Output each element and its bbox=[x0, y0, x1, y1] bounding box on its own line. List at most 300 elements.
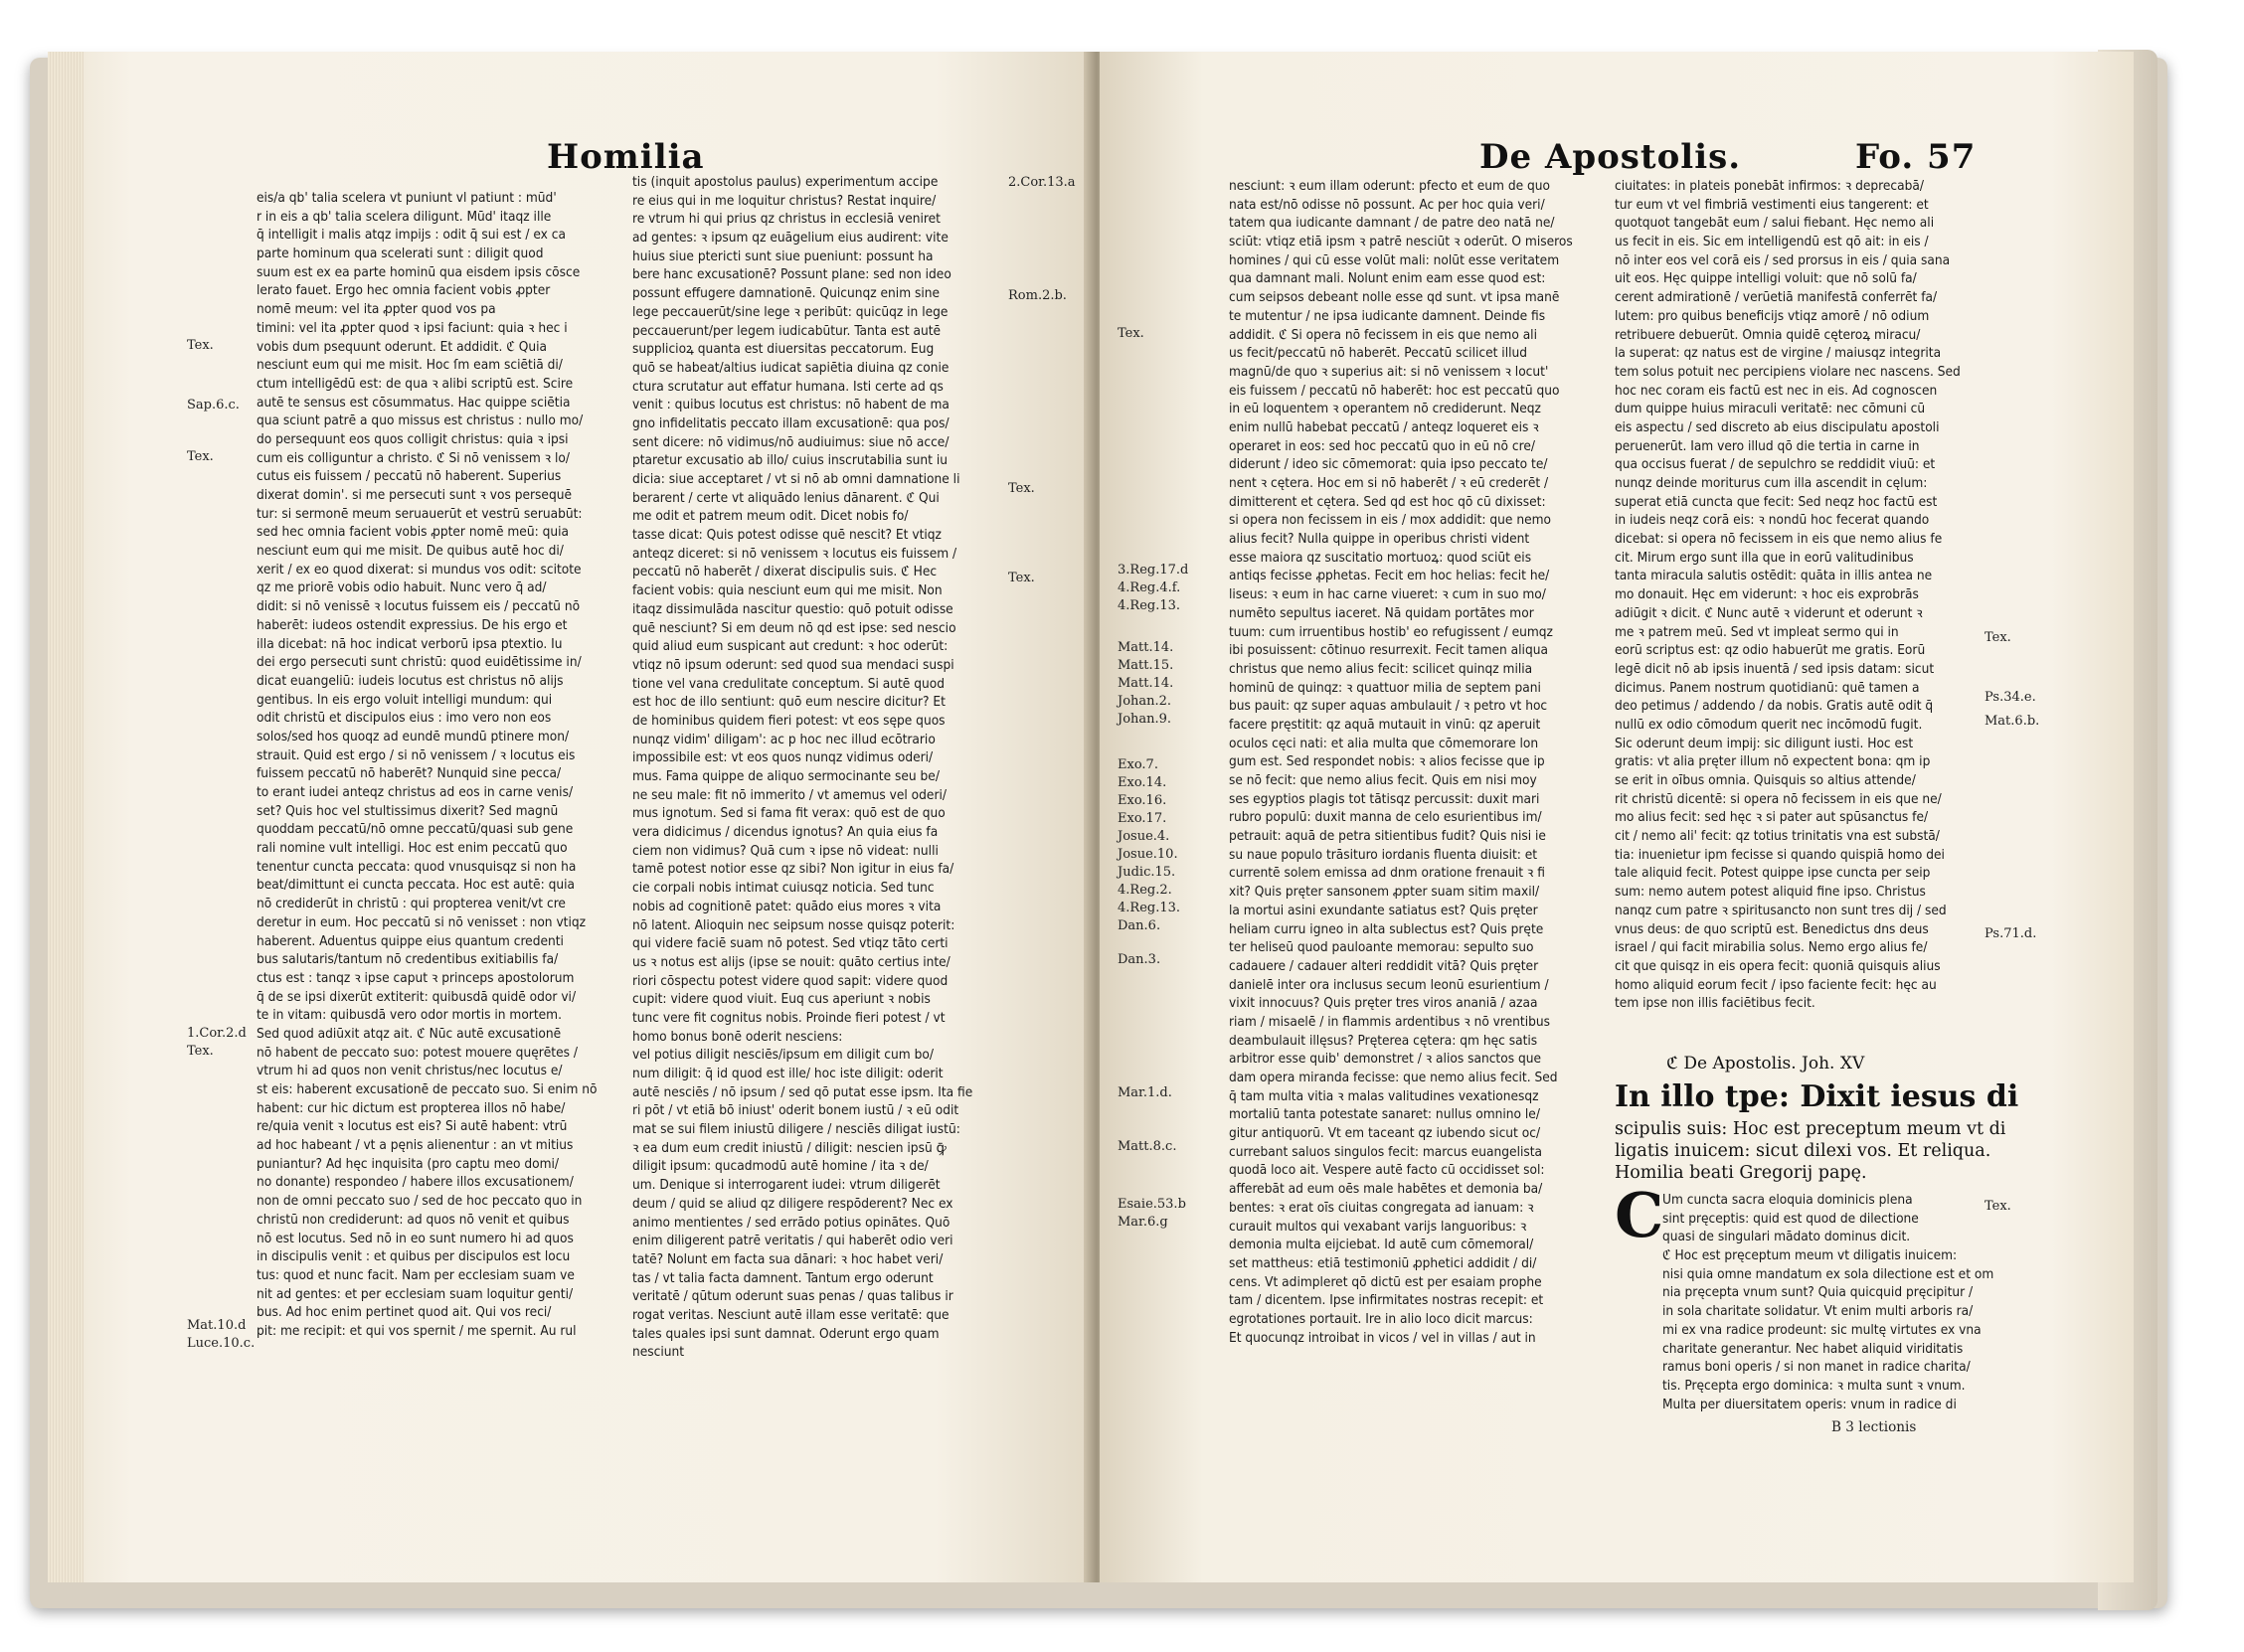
text-line: quasi de singulari mādato dominus dicit. bbox=[1662, 1229, 1911, 1245]
text-line: veritatē / qūtum oderunt suas penas / quas talibus ir bbox=[632, 1288, 953, 1305]
text-line: magnū/de quo ꝛ superius ait: si nō venissem ꝛ locut' bbox=[1229, 363, 1549, 380]
text-line: peccatū nō haberēt / dixerat discipulis suis. ℭ Hec bbox=[632, 564, 938, 580]
margin-note: 4.Reg.2. bbox=[1118, 883, 1172, 898]
margin-note: Tex. bbox=[187, 338, 214, 353]
text-line: nisi quia omne mandatum ex sola dilectione est et om bbox=[1662, 1265, 1994, 1282]
margin-note: Mat.6.b. bbox=[1985, 714, 2040, 729]
text-line: q̄ tam multa vitia ꝛ malas valitudines vexationesqz bbox=[1229, 1087, 1539, 1104]
text-line: alius fecit? Nulla quippe in operibus christi vident bbox=[1229, 531, 1530, 548]
text-line: nunqz deinde moriturus cum illa ascendit in cęlum: bbox=[1615, 475, 1928, 491]
text-line: nesciunt: ꝛ eum illam oderunt: pfecto et eum de quo bbox=[1229, 178, 1550, 194]
text-line: bere hanc excusationē? Possunt plane: sed non ideo bbox=[632, 266, 951, 283]
text-line: charitate generantur. Nec habet aliquid viriditatis bbox=[1662, 1340, 1964, 1357]
text-line: qua sciunt patrē a quo missus est christus : nullo mo/ bbox=[257, 413, 584, 429]
text-line: suum est ex ea parte hominū qua eisdem ipsis cōsce bbox=[257, 263, 581, 280]
text-line: ri pōt / vt etiā bō iniust' oderit bonem iustū / ꝛ eū odit bbox=[632, 1102, 959, 1119]
margin-note: 3.Reg.17.d bbox=[1118, 563, 1189, 578]
text-line: eis fuissem / peccatū nō haberēt: hoc est peccatū quo bbox=[1229, 382, 1560, 399]
text-line: nō est locutus. Sed nō in eo sunt numero hi ad quos bbox=[257, 1230, 574, 1246]
right-page bbox=[1100, 52, 2134, 1582]
margin-note: Luce.10.c. bbox=[187, 1336, 256, 1351]
text-line: cadauere / cadauer alteri reddidit vitā? Quis pręter bbox=[1229, 957, 1539, 974]
margin-note: Ps.71.d. bbox=[1985, 926, 2037, 941]
text-line: peccauerunt/per legem iudicabūtur. Tanta est autē bbox=[632, 322, 942, 339]
text-line: qui videre faciē suam nō potest. Sed vtiqz tāto certi bbox=[632, 935, 949, 952]
text-line: tatem qua iudicante damnant / de patre deo natā ne/ bbox=[1229, 215, 1555, 232]
text-line: venit : quibus locutus est christus: nō habent de ma bbox=[632, 397, 949, 413]
text-line: us fecit/peccatū nō haberēt. Peccatū scilicet illud bbox=[1229, 345, 1528, 362]
text-line: tales quales ipsi sunt damnat. Oderunt ergo quam bbox=[632, 1325, 940, 1342]
margin-note: Tex. bbox=[1985, 630, 2011, 645]
text-line: supplicioꝝ quanta est diuersitas peccatorum. Eug bbox=[632, 341, 935, 358]
text-line: do persequunt eos quos colligit christus: quia ꝛ ipsi bbox=[257, 430, 569, 447]
text-line: sent dicere: nō vidimus/nō audiuimus: siue nō acce/ bbox=[632, 433, 949, 450]
text-line: homo bonus bonē oderit nesciens: bbox=[632, 1028, 843, 1045]
text-line: in iudeis neqz corā eis: ꝛ nondū hoc fecerat quando bbox=[1615, 512, 1930, 529]
text-line: cum seipsos debeant nolle esse qd sunt. vt ipsa manē bbox=[1229, 289, 1560, 306]
margin-note: Tex. bbox=[1008, 571, 1035, 585]
text-line: haberent. Aduentus quippe eius quantum credenti bbox=[257, 932, 564, 949]
text-line: in sola charitate solidatur. Vt enim multi arboris ra/ bbox=[1662, 1303, 1974, 1320]
text-line: habent: cur hic dictum est propterea illos nō habe/ bbox=[257, 1099, 566, 1116]
margin-note: Exo.7. bbox=[1118, 757, 1158, 772]
text-line: vtiqz nō ipsum oderunt: sed quod sua mendaci suspi bbox=[632, 656, 954, 673]
margin-note: Mar.6.g bbox=[1118, 1215, 1168, 1230]
text-line: diligit ipsum: qucadmodū autē homine / ita ꝛ de/ bbox=[632, 1158, 929, 1175]
text-line: vtrum hi ad quos non venit christus/nec locutus e/ bbox=[257, 1063, 563, 1079]
text-line: huius siue ptericti sunt siue pueniunt: possunt ha bbox=[632, 248, 934, 264]
text-line: sum: nemo autem potest aliquid fine ipso. Christus bbox=[1615, 884, 1926, 901]
text-line: mat se sui filem iniustū diligere / nesciēs diligat iustū: bbox=[632, 1121, 960, 1138]
text-line: nesciunt bbox=[632, 1344, 685, 1361]
text-line: hominū de quinqz: ꝛ quattuor milia de septem pani bbox=[1229, 679, 1541, 696]
text-line: impossibile est: vt eos quos nunqz vidimus oderi/ bbox=[632, 749, 934, 766]
margin-note: Josue.4. bbox=[1118, 829, 1170, 844]
text-line: vobis dum psequunt oderunt. Et addidit. ℭ Quia bbox=[257, 338, 547, 355]
text-line: se erit in oībus omnia. Quisquis so altius attende/ bbox=[1615, 772, 1916, 788]
text-line: in discipulis venit : et quibus per discipulos est locu bbox=[257, 1248, 571, 1265]
text-line: haberēt: iudeos ostendit expressius. De his ergo et bbox=[257, 616, 568, 633]
text-line: qua damnant mali. Nolunt enim eam esse quod est: bbox=[1229, 270, 1546, 287]
text-line: rit christū dicentē: si opera nō fecissem in eis que ne/ bbox=[1615, 790, 1942, 807]
text-line: re vtrum hi qui prius qz christus in ecclesiā veniret bbox=[632, 211, 941, 228]
decorated-initial: C bbox=[1615, 1179, 1664, 1251]
text-line: mi ex vna radice prodeunt: sic multę virtutes ex vna bbox=[1662, 1321, 1982, 1338]
text-line: nobis ad cognitionē patet: quādo eius mores ꝛ vita bbox=[632, 898, 942, 914]
margin-note: Ps.34.e. bbox=[1985, 690, 2036, 705]
text-line: didit: si nō venissē ꝛ locutus fuissem eis / peccatū nō bbox=[257, 598, 581, 615]
text-line: tis (inquit apostolus paulus) experimentum accipe bbox=[632, 174, 939, 190]
text-line: rali nomine vult intelligi. Hoc est enim peccatū quo bbox=[257, 840, 568, 857]
text-line: ad hoc habeant / vt a pęnis alienentur : an vt mitius bbox=[257, 1137, 574, 1154]
margin-note: Exo.14. bbox=[1118, 775, 1167, 790]
text-line: me odit et patrem meum odit. Dicet nobis fo/ bbox=[632, 508, 909, 525]
text-line: mo donauit. Hęc em viderunt: ꝛ hoc eis exprobrās bbox=[1615, 586, 1919, 603]
text-line: riam / misaelē / in flammis ardentibus ꝛ nō vrentibus bbox=[1229, 1013, 1551, 1030]
text-line: nesciunt eum qui me misit. Hoc ſm eam sciētiā di/ bbox=[257, 357, 563, 374]
text-line: illa dicebat: nā hoc indicat verborū ipsa ptextio. Iu bbox=[257, 635, 563, 652]
text-line: ctus est : tanqz ꝛ ipse caput ꝛ princeps apostolorum bbox=[257, 969, 575, 986]
text-line: ciem non vidimus? Quā cum ꝛ ipse nō videat: nulli bbox=[632, 842, 939, 859]
text-line: autē nesciēs / nō ipsum / sed qō putat esse ipsm. Ita fie bbox=[632, 1083, 973, 1100]
text-line: cutus eis fuissem / peccatū nō haberent. Superius bbox=[257, 468, 562, 485]
left-column-b bbox=[632, 173, 1058, 1415]
text-line: numēto sepultus iaceret. Nā quidam portātes mor bbox=[1229, 604, 1534, 621]
text-line: tione vel vana credulitate conceptum. Si autē quod bbox=[632, 675, 945, 692]
text-line: to erant iudei anteqz christus ad eos in carne venis/ bbox=[257, 784, 574, 800]
text-line: cit / nemo ali' fecit: qz totius trinitatis vna est substā/ bbox=[1615, 828, 1940, 845]
text-line: retribuere debuerūt. Omnia quidē cęteroꝝ miracu/ bbox=[1615, 326, 1921, 343]
text-line: afferebāt ad eum oēs male habētes et demonia ba/ bbox=[1229, 1181, 1543, 1198]
text-line: mus ignotum. Sed si fama fit verax: quō est de quo bbox=[632, 805, 946, 822]
text-line: mus. Fama quippe de aliquo sermocinante seu be/ bbox=[632, 768, 940, 784]
text-line: non de omni peccato suo / sed de hoc peccato quo in bbox=[257, 1193, 583, 1210]
text-line: nata est/nō odisse nō possunt. Ac per hoc quia veri/ bbox=[1229, 196, 1545, 213]
text-line: xerit / ex eo quod dixerat: si mundus vos odit: scitote bbox=[257, 561, 582, 578]
text-line: vera didicimus / dicendus ignotus? An quia eius fa bbox=[632, 824, 939, 841]
margin-note: Matt.15. bbox=[1118, 658, 1174, 673]
text-line: no donante) respondeo / habere illos excusationem/ bbox=[257, 1174, 574, 1191]
text-line: deum / quid se aliud qz diligere respōderent? Nec ex bbox=[632, 1195, 953, 1212]
margin-note: Matt.14. bbox=[1118, 676, 1174, 691]
text-line: beat/dimittunt ei cuncta peccata. Hoc est autē: quia bbox=[257, 877, 576, 894]
text-line: currebant saluos singulos fecit: marcus euangelista bbox=[1229, 1143, 1543, 1160]
margin-note: Johan.9. bbox=[1118, 712, 1172, 727]
text-line: tis. Pręcepta ergo dominica: ꝛ multa sunt ꝛ vnum. bbox=[1662, 1377, 1966, 1394]
text-line: tam / dicentem. Ipse infirmitates nostras recepit: et bbox=[1229, 1292, 1544, 1309]
text-line: animo mentientes / sed errādo potius opinātes. Quō bbox=[632, 1214, 950, 1231]
left-fore-edge bbox=[48, 52, 84, 1582]
margin-note: Tex. bbox=[187, 1044, 214, 1059]
text-line: bus salutaris/tantum nō credentibus exitiabilis fa/ bbox=[257, 951, 559, 968]
left-column-a bbox=[257, 189, 670, 1431]
text-line: quoddam peccatū/nō omne peccatū/quasi sub gene bbox=[257, 821, 574, 838]
right-column-a bbox=[1229, 177, 1617, 1419]
margin-note: Dan.6. bbox=[1118, 918, 1161, 933]
text-line: arbitror esse quib' demonstret / ꝛ alios sanctos que bbox=[1229, 1051, 1542, 1068]
text-line: christus que nemo alius fecit: scilicet quinqz milia bbox=[1229, 660, 1533, 677]
margin-note: Tex. bbox=[1985, 1199, 2011, 1214]
text-line: sed hec omnia facient vobis ꝓpter nomē meū: quia bbox=[257, 524, 569, 541]
text-line: tas / vt talia facta damnent. Tantum ergo oderunt bbox=[632, 1269, 934, 1286]
text-line: deretur in eum. Hoc peccatū si nō venisset : non vtiqz bbox=[257, 913, 587, 930]
text-line: quē nesciunt? Si em deum nō qd est ipse: sed nescio bbox=[632, 619, 956, 636]
text-line: ctum intelligēdū est: de qua ꝛ alibi scriptū est. Scire bbox=[257, 375, 574, 392]
text-line: petrauit: aquā de petra sitientibus fudit? Quis nisi ie bbox=[1229, 828, 1546, 845]
text-line: legē dicit nō ab ipsis inuentā / sed ipsis datam: sicut bbox=[1615, 660, 1935, 677]
margin-note: Johan.2. bbox=[1118, 694, 1172, 709]
text-line: cit. Mirum ergo sunt illa que in eorū valitudinibus bbox=[1615, 549, 1914, 566]
text-line: nullū ex odio cōmodum querit nec incōmodū fugit. bbox=[1615, 716, 1923, 733]
text-line: dimitterent et cętera. Sed qd est hoc qō cū dixisset: bbox=[1229, 493, 1546, 510]
margin-note: Sap.6.c. bbox=[187, 398, 240, 413]
text-line: rogat veritas. Nesciunt autē illam esse veritatē: que bbox=[632, 1306, 949, 1323]
text-line: sint pręceptis: quid est quod de dilectione bbox=[1662, 1210, 1919, 1227]
text-line: puniantur? Ad hęc inquisita (pro captu meo domi/ bbox=[257, 1155, 560, 1172]
margin-note: Esaie.53.b bbox=[1118, 1197, 1186, 1212]
text-line: cie corpali nobis intimat cuiusqz noticia. Sed tunc bbox=[632, 880, 935, 897]
text-line: ses egyptios plagis tot tātisqz percussit: duxit mari bbox=[1229, 790, 1540, 807]
text-line: possunt effugere damnationē. Quicunqz enim sine bbox=[632, 285, 941, 302]
text-line: enim diligerent patrē veritatis / qui haberēt odio veri bbox=[632, 1233, 953, 1249]
text-line: sciūt: vtiqz etiā ipsm ꝛ patrē nesciūt ꝛ oderūt. O miseros bbox=[1229, 234, 1573, 250]
text-line: cens. Vt adimpleret qō dictū est per esaiam prophe bbox=[1229, 1273, 1542, 1290]
text-line: gum est. Sed respondet nobis: ꝛ alios fecisse que ip bbox=[1229, 753, 1545, 770]
folio-number: Fo. 57 bbox=[1855, 137, 1977, 177]
text-line: rubro populū: duxit manna de celo esurientibus im/ bbox=[1229, 809, 1542, 826]
text-line: homo aliquid eorum fecit / ipso faciente fecit: hęc au bbox=[1615, 976, 1937, 993]
text-line: quid aliud eum suspicant aut credunt: ꝛ hoc oderūt: bbox=[632, 638, 949, 655]
text-line: bus pauit: qz super aquas ambulauit / ꝛ petro vt hoc bbox=[1229, 698, 1548, 715]
text-line: ptaretur excusatio ab illo/ cuius inscrutabilia sunt iu bbox=[632, 452, 948, 469]
gospel-heading-line-1: In illo tpe: Dixit iesus di bbox=[1615, 1079, 2019, 1114]
text-line: facere pręstitit: qz aquā mutauit in vinū: qz aperuit bbox=[1229, 716, 1541, 733]
text-line: parte hominum qua scelerati sunt : diligit quod bbox=[257, 246, 544, 262]
text-line: demonia multa eijciebat. Id autē cum cōmemoral/ bbox=[1229, 1237, 1534, 1253]
text-line: cum eis colliguntur a christo. ℭ Si nō venissem ꝛ lo/ bbox=[257, 449, 570, 466]
text-line: ne seu male: fit nō immerito / vt amemus vel oderi/ bbox=[632, 786, 948, 803]
text-line: gentibus. In eis ergo voluit intelligi mundum: qui bbox=[257, 691, 553, 708]
text-line: adiūgit ꝛ dicit. ℭ Nunc autē ꝛ viderunt et oderunt ꝛ bbox=[1615, 604, 1923, 621]
text-line: nanqz cum patre ꝛ spiritusancto non sunt tres dij / sed bbox=[1615, 902, 1947, 918]
margin-note: 1.Cor.2.d bbox=[187, 1026, 247, 1041]
text-line: pit: me recipit: et qui vos spernit / me spernit. Au rul bbox=[257, 1322, 577, 1339]
text-line: nesciunt eum qui me misit. De quibus autē hoc di/ bbox=[257, 543, 564, 560]
text-line: xit? Quis pręter sansonem ꝓpter suam sitim maxil/ bbox=[1229, 884, 1540, 901]
text-line: gno infidelitatis peccato illam excusationē: qua pos/ bbox=[632, 414, 949, 431]
text-line: riori cōspectu potest videre quod sapit: videre quod bbox=[632, 972, 949, 989]
text-line: hoc nec coram eis factū est nec in eis. Ad cognoscen bbox=[1615, 382, 1938, 399]
text-line: set? Quis hoc vel stultissimus dixerit? Sed magnū bbox=[257, 802, 559, 819]
text-line: tem ipse non illis faciētibus fecit. bbox=[1615, 995, 1815, 1012]
text-line: nō latent. Alioquin nec seipsum nosse quisqz poterit: bbox=[632, 916, 955, 933]
text-line: dixerat domin'. si me persecuti sunt ꝛ vos persequē bbox=[257, 487, 572, 503]
text-line: r in eis a qb' talia scelera diligunt. Mūd' itaqz ille bbox=[257, 208, 552, 225]
text-line: christū non crediderunt: ad quos nō venit et quibus bbox=[257, 1211, 570, 1228]
text-line: enim nullū habebat peccatū / anteqz loqueret eis ꝛ bbox=[1229, 418, 1539, 435]
text-line: ℭ Hoc est pręceptum meum vt diligatis inuicem: bbox=[1662, 1247, 1958, 1264]
text-line: facient vobis: quia nesciunt eum qui me misit. Non bbox=[632, 582, 943, 599]
text-line: lege peccauerūt/sine lege ꝛ peribūt: quicūqz in lege bbox=[632, 303, 949, 320]
homily-text bbox=[1662, 1191, 2000, 1429]
text-line: um. Denique si interrogarent iudei: vtrum diligerēt bbox=[632, 1177, 941, 1194]
text-line: antiqs fecisse ꝓphetas. Fecit em hoc helias: fecit he/ bbox=[1229, 568, 1550, 584]
text-line: vixit innocuus? Quis pręter tres viros ananiā / azaa bbox=[1229, 995, 1538, 1012]
text-line: timini: vel ita ꝓpter quod ꝛ ipsi faciunt: quia ꝛ hec i bbox=[257, 319, 568, 336]
text-line: deambulauit illęsus? Pręterea cętera: qm hęc satis bbox=[1229, 1032, 1538, 1049]
text-line: fuissem peccatū nō haberēt? Nunquid sine pecca/ bbox=[257, 765, 562, 782]
text-line: vel potius diligit nesciēs/ipsum em diligit cum bo/ bbox=[632, 1047, 934, 1064]
text-line: deo petimus / addendo / da nobis. Gratis autē odit q̄ bbox=[1615, 698, 1934, 715]
margin-note: Exo.17. bbox=[1118, 811, 1167, 826]
margin-note: Matt.14. bbox=[1118, 640, 1174, 655]
text-line: de hominibus quidem fieri potest: vt eos sępe quos bbox=[632, 712, 946, 729]
text-line: su naue populo trāsituro iordanis fluenta diuisit: et bbox=[1229, 846, 1538, 863]
text-line: quō se habeat/altius iudicat sapiētia diuina qz conie bbox=[632, 359, 949, 376]
text-line: re/quia venit ꝛ locutus est eis? Si autē habent: vtrū bbox=[257, 1118, 568, 1135]
text-line: Multa per diuersitatem operis: vnum in radice di bbox=[1662, 1396, 1957, 1412]
text-line: ctura scrutatur aut effatur humana. Isti certe ad qs bbox=[632, 378, 944, 395]
text-line: gitur antiquorū. Vt em taceant qz iubendo sicut oc/ bbox=[1229, 1125, 1541, 1142]
margin-note: Tex. bbox=[1008, 481, 1035, 496]
text-line: tia: inuenietur ipm fecisse si quando quispiā homo dei bbox=[1615, 846, 1945, 863]
text-line: ter heliseū quod pauloante memorau: sepulto suo bbox=[1229, 939, 1534, 956]
right-running-head: De Apostolis. bbox=[1479, 137, 1742, 177]
text-line: qua occisus fuerat / de sepulchro se reddidit viuū: et bbox=[1615, 456, 1936, 473]
text-line: ramus boni operis / si non manet in radice charita/ bbox=[1662, 1359, 1971, 1376]
text-line: nō crediderūt in christū : qui propterea venit/vt cre bbox=[257, 896, 566, 912]
margin-note: Josue.10. bbox=[1118, 847, 1178, 862]
text-line: esse maiora qz suscitatio mortuoꝝ: quod sciūt eis bbox=[1229, 549, 1532, 566]
text-line: est hoc de illo sentiunt: quō eum nescire dicitur? Et bbox=[632, 694, 946, 711]
text-line: Et quocunqz introibat in vicos / vel in villas / aut in bbox=[1229, 1329, 1536, 1346]
text-line: strauit. Quid est ergo / si nō venissem / ꝛ locutus eis bbox=[257, 746, 576, 763]
text-line: solos/sed hos quoqz ad eundē mundū ptinere mon/ bbox=[257, 728, 570, 744]
text-line: eorū scriptus est: qz odio habuerūt me gratis. Eorū bbox=[1615, 642, 1926, 659]
left-page bbox=[48, 52, 1092, 1582]
text-line: ibi posuissent: cōtinuo resurrexit. Fecit tamen aliqua bbox=[1229, 642, 1548, 659]
margin-note: 4.Reg.13. bbox=[1118, 901, 1181, 915]
text-line: us fecit in eis. Sic em intelligendū est qō ait: in eis / bbox=[1615, 234, 1929, 250]
text-line: ꝛ ea dum eum credit iniustū / diligit: nescien ipsū ꝙ̄ bbox=[632, 1139, 947, 1156]
text-line: tur: si sermonē meum seruauerūt et vestrū seruabūt: bbox=[257, 505, 583, 522]
text-line: te in vitam: quibusdā vero odor mortis in mortem. bbox=[257, 1007, 562, 1024]
text-line: set mattheus: etiā testimoniū ꝓphetici addidit / di/ bbox=[1229, 1254, 1537, 1271]
margin-note: Matt.8.c. bbox=[1118, 1139, 1177, 1154]
text-line: tunc vere fit cognitus nobis. Proinde fieri potest / vt bbox=[632, 1009, 946, 1026]
margin-note: Mat.10.d bbox=[187, 1318, 247, 1333]
text-line: tus: quod et nunc facit. Nam per ecclesiam suam ve bbox=[257, 1266, 575, 1283]
text-line: gratis: vt alia pręter illum nō expectent bona: qm ip bbox=[1615, 753, 1931, 770]
gospel-heading-line-2: scipulis suis: Hoc est preceptum meum vt di bbox=[1615, 1119, 2006, 1139]
text-line: addidit. ℭ Si opera nō fecissem in eis que nemo ali bbox=[1229, 326, 1537, 343]
text-line: tale aliquid fecit. Potest quippe ipse cuncta per seip bbox=[1615, 865, 1931, 882]
text-line: quodā loco ait. Vespere autē facto cū occidisset sol: bbox=[1229, 1162, 1545, 1179]
catchword: B 3 lectionis bbox=[1831, 1419, 1917, 1435]
margin-note: 2.Cor.13.a bbox=[1008, 175, 1076, 190]
text-line: homines / qui cū esse volūt mali: nolūt esse veritatem bbox=[1229, 251, 1560, 268]
text-line: heliam curru igneo in alta sublectus est? Quis pręte bbox=[1229, 920, 1544, 937]
margin-note: Dan.3. bbox=[1118, 952, 1161, 967]
text-line: tenentur cuncta peccata: quod vnusquisqz si non ha bbox=[257, 858, 577, 875]
text-line: nia pręcepta vnum sunt? Quia quicquid pręcipitur / bbox=[1662, 1284, 1974, 1301]
text-line: q̄ de se ipsi dixerūt extiterit: quibusdā quidē odor vi/ bbox=[257, 988, 577, 1005]
margin-note: Exo.16. bbox=[1118, 793, 1167, 808]
text-line: autē te sensus est cōsummatus. Hac quippe sciētia bbox=[257, 394, 571, 411]
text-line: quotquot tangebāt eum / salui fiebant. Hęc nemo ali bbox=[1615, 215, 1935, 232]
text-line: dum quippe huius miraculi veritatē: nec cōmuni cū bbox=[1615, 401, 1926, 417]
text-line: lutem: pro quibus beneficijs vtiqz amorē / nō odium bbox=[1615, 307, 1930, 324]
text-line: Sic oderunt deum impij: sic diligunt iusti. Hoc est bbox=[1615, 735, 1914, 751]
text-line: israel / qui facit mirabilia solus. Nemo ergo alius fe/ bbox=[1615, 939, 1928, 956]
text-line: diderunt / ideo sic cōmemorat: quia ipso peccato te/ bbox=[1229, 456, 1548, 473]
text-line: nent ꝛ cętera. Hoc em si nō haberēt / ꝛ eū crederēt / bbox=[1229, 475, 1549, 491]
margin-note: 4.Reg.13. bbox=[1118, 598, 1181, 613]
text-line: cit que quisqz in eis opera fecit: quoniā quisquis alius bbox=[1615, 957, 1941, 974]
text-line: bus. Ad hoc enim pertinet quod ait. Qui vos reci/ bbox=[257, 1304, 552, 1321]
text-line: dicebat: si opera nō fecissem in eis que nemo alius fe bbox=[1615, 531, 1943, 548]
text-line: egrotationes portauit. Ire in alio loco dicit marcus: bbox=[1229, 1310, 1533, 1327]
gospel-heading-line-4: Homilia beati Gregorij papę. bbox=[1615, 1163, 1867, 1183]
gospel-heading-line-3: ligatis inuicem: sicut dilexi vos. Et reliqua. bbox=[1615, 1141, 1991, 1161]
left-running-head: Homilia bbox=[547, 137, 705, 177]
margin-note: Tex. bbox=[187, 449, 214, 464]
text-line: dicimus. Panem nostrum quotidianū: quē tamen a bbox=[1615, 679, 1920, 696]
text-line: mortaliū tanta potestate sanaret: nullus omnino le/ bbox=[1229, 1106, 1540, 1123]
text-line: currentē solem emissa ad dnm oratione frenauit ꝛ fi bbox=[1229, 865, 1545, 882]
text-line: bentes: ꝛ erat oīs ciuitas congregata ad ianuam: ꝛ bbox=[1229, 1199, 1534, 1216]
text-line: Sed quod adiūxit atqz ait. ℭ Nūc autē excusationē bbox=[257, 1025, 562, 1042]
text-line: cupit: videre quod viuit. Euq cus aperiunt ꝛ nobis bbox=[632, 991, 931, 1008]
text-line: dam opera miranda fecisse: que nemo alius fecit. Sed bbox=[1229, 1070, 1558, 1085]
text-line: superat etiā cuncta que fecit: Sed neqz hoc factū est bbox=[1615, 493, 1938, 510]
text-line: berarent / certe vt aliquādo lenius dānarent. ℭ Qui bbox=[632, 489, 940, 506]
text-line: tamē potest notior esse qz sibi? Non igitur in eius fa/ bbox=[632, 861, 954, 878]
margin-note: 4.Reg.4.f. bbox=[1118, 580, 1181, 595]
text-line: danielē inter ora inclusus secum leonū esurientium / bbox=[1229, 976, 1549, 993]
text-line: liseus: ꝛ eum in hac carne viueret: ꝛ cum in suo mo/ bbox=[1229, 586, 1546, 603]
text-line: tuum: cum irruentibus hostib' eo refugissent / eumqz bbox=[1229, 623, 1553, 640]
margin-note: Mar.1.d. bbox=[1118, 1085, 1172, 1100]
text-line: se nō fecit: que nemo alius fecit. Quis em nisi moy bbox=[1229, 772, 1537, 788]
text-line: mo alius fecit: sed hęc ꝛ si pater aut spūsanctus fe/ bbox=[1615, 809, 1929, 826]
text-line: uit eos. Hęc quippe intelligi voluit: que nō solū fa/ bbox=[1615, 270, 1917, 287]
text-line: eis/a qb' talia scelera vt puniunt vl patiunt : mūd' bbox=[257, 190, 557, 206]
margin-note: Tex. bbox=[1118, 326, 1144, 341]
text-line: us ꝛ notus est alijs (ipse se nouit: quāto certius inte/ bbox=[632, 953, 950, 970]
text-line: tasse dicat: Quis potest odisse quē nescit? Et vtiqz bbox=[632, 527, 942, 544]
text-line: nomē meum: vel ita ꝓpter quod vos pa bbox=[257, 301, 496, 318]
text-line: tanta miracula salutis ostēdit: quāta in illis antea ne bbox=[1615, 568, 1933, 584]
text-line: itaqz dissimulāda nascitur questio: quō potuit odisse bbox=[632, 600, 953, 617]
text-line: lerato fauet. Ergo hec omnia facient vobis ꝓpter bbox=[257, 282, 551, 299]
text-line: te mutentur / ne ipsa iudicante damnent. Deinde fis bbox=[1229, 307, 1546, 324]
text-line: curauit multos qui vexabant varijs languoribus: ꝛ bbox=[1229, 1218, 1527, 1235]
text-line: cerent admirationē / verūetiā manifestā conferrēt fa/ bbox=[1615, 289, 1938, 306]
text-line: vnus deus: de quo scriptū est. Benedictus dns deus bbox=[1615, 920, 1929, 937]
text-line: ad gentes: ꝛ ipsum qz euāgelium eius audirent: vite bbox=[632, 230, 949, 247]
text-line: si opera non fecissem in eis / mox addidit: que nemo bbox=[1229, 512, 1552, 529]
text-line: tem solus potuit nec percipiens violare nec nascens. Sed bbox=[1615, 363, 1961, 380]
text-line: nō inter eos vel corā eis / sed prorsus in eis / quia sana bbox=[1615, 251, 1951, 268]
text-line: tatē? Nolunt em facta sua dānari: ꝛ hoc habet veri/ bbox=[632, 1250, 944, 1267]
text-line: nō habent de peccato suo: potest mouere quęrētes / bbox=[257, 1044, 578, 1061]
text-line: oculos cęci nati: et alia multa que cōmemorare lon bbox=[1229, 735, 1539, 751]
text-line: dicia: siue acceptaret / vt si nō ab omni damnatione li bbox=[632, 471, 960, 487]
text-line: st eis: haberent excusationē de peccato suo. Si enim nō bbox=[257, 1081, 598, 1097]
text-line: num diligit: q̄ id quod est ille/ hoc iste diligit: oderit bbox=[632, 1066, 944, 1081]
text-line: me ꝛ patrem meū. Sed vt impleat sermo qui in bbox=[1615, 623, 1899, 640]
text-line: dicat euangeliū: iudeis locutus est christus nō alijs bbox=[257, 672, 564, 689]
text-line: in eū loquentem ꝛ operantem nō crediderunt. Neqz bbox=[1229, 401, 1541, 417]
section-heading: ℭ De Apostolis. Joh. XV bbox=[1666, 1054, 1865, 1074]
margin-note: Rom.2.b. bbox=[1008, 288, 1067, 303]
text-line: qz me priorē vobis odio habuit. Nunc vero q̄ ad/ bbox=[257, 579, 547, 596]
text-line: tur eum vt vel fimbriā vestimenti eius tangerent: et bbox=[1615, 196, 1929, 213]
text-line: nit ad gentes: et per ecclesiam suam loquitur genti/ bbox=[257, 1285, 574, 1302]
text-line: anteqz diceret: si nō venissem ꝛ locutus eis fuissem / bbox=[632, 545, 957, 562]
text-line: la superat: qz natus est de virgine / maiusqz integrita bbox=[1615, 345, 1942, 362]
text-line: peruenerūt. Iam vero illud qō die tertia in carne in bbox=[1615, 437, 1920, 454]
text-line: q̄ intelligit i malis atqz impijs : odit q̄ sui est / ex ca bbox=[257, 227, 566, 244]
text-line: ciuitates: in plateis ponebāt infirmos: ꝛ deprecabā/ bbox=[1615, 178, 1925, 194]
text-line: nunqz vidim' diligam': ac p hoc nec illud ecōtrario bbox=[632, 731, 936, 747]
text-line: re eius qui in me loquitur christus? Restat inquire/ bbox=[632, 192, 937, 209]
text-line: Um cuncta sacra eloquia dominicis plena bbox=[1662, 1192, 1913, 1208]
text-line: operaret in eos: sed hoc peccatū quo in eū nō cre/ bbox=[1229, 437, 1535, 454]
text-line: dei ergo persecuti sunt christū: quod euidētissime in/ bbox=[257, 654, 582, 671]
text-line: la mortui asini exundante satiatus est? Quis pręter bbox=[1229, 902, 1538, 918]
